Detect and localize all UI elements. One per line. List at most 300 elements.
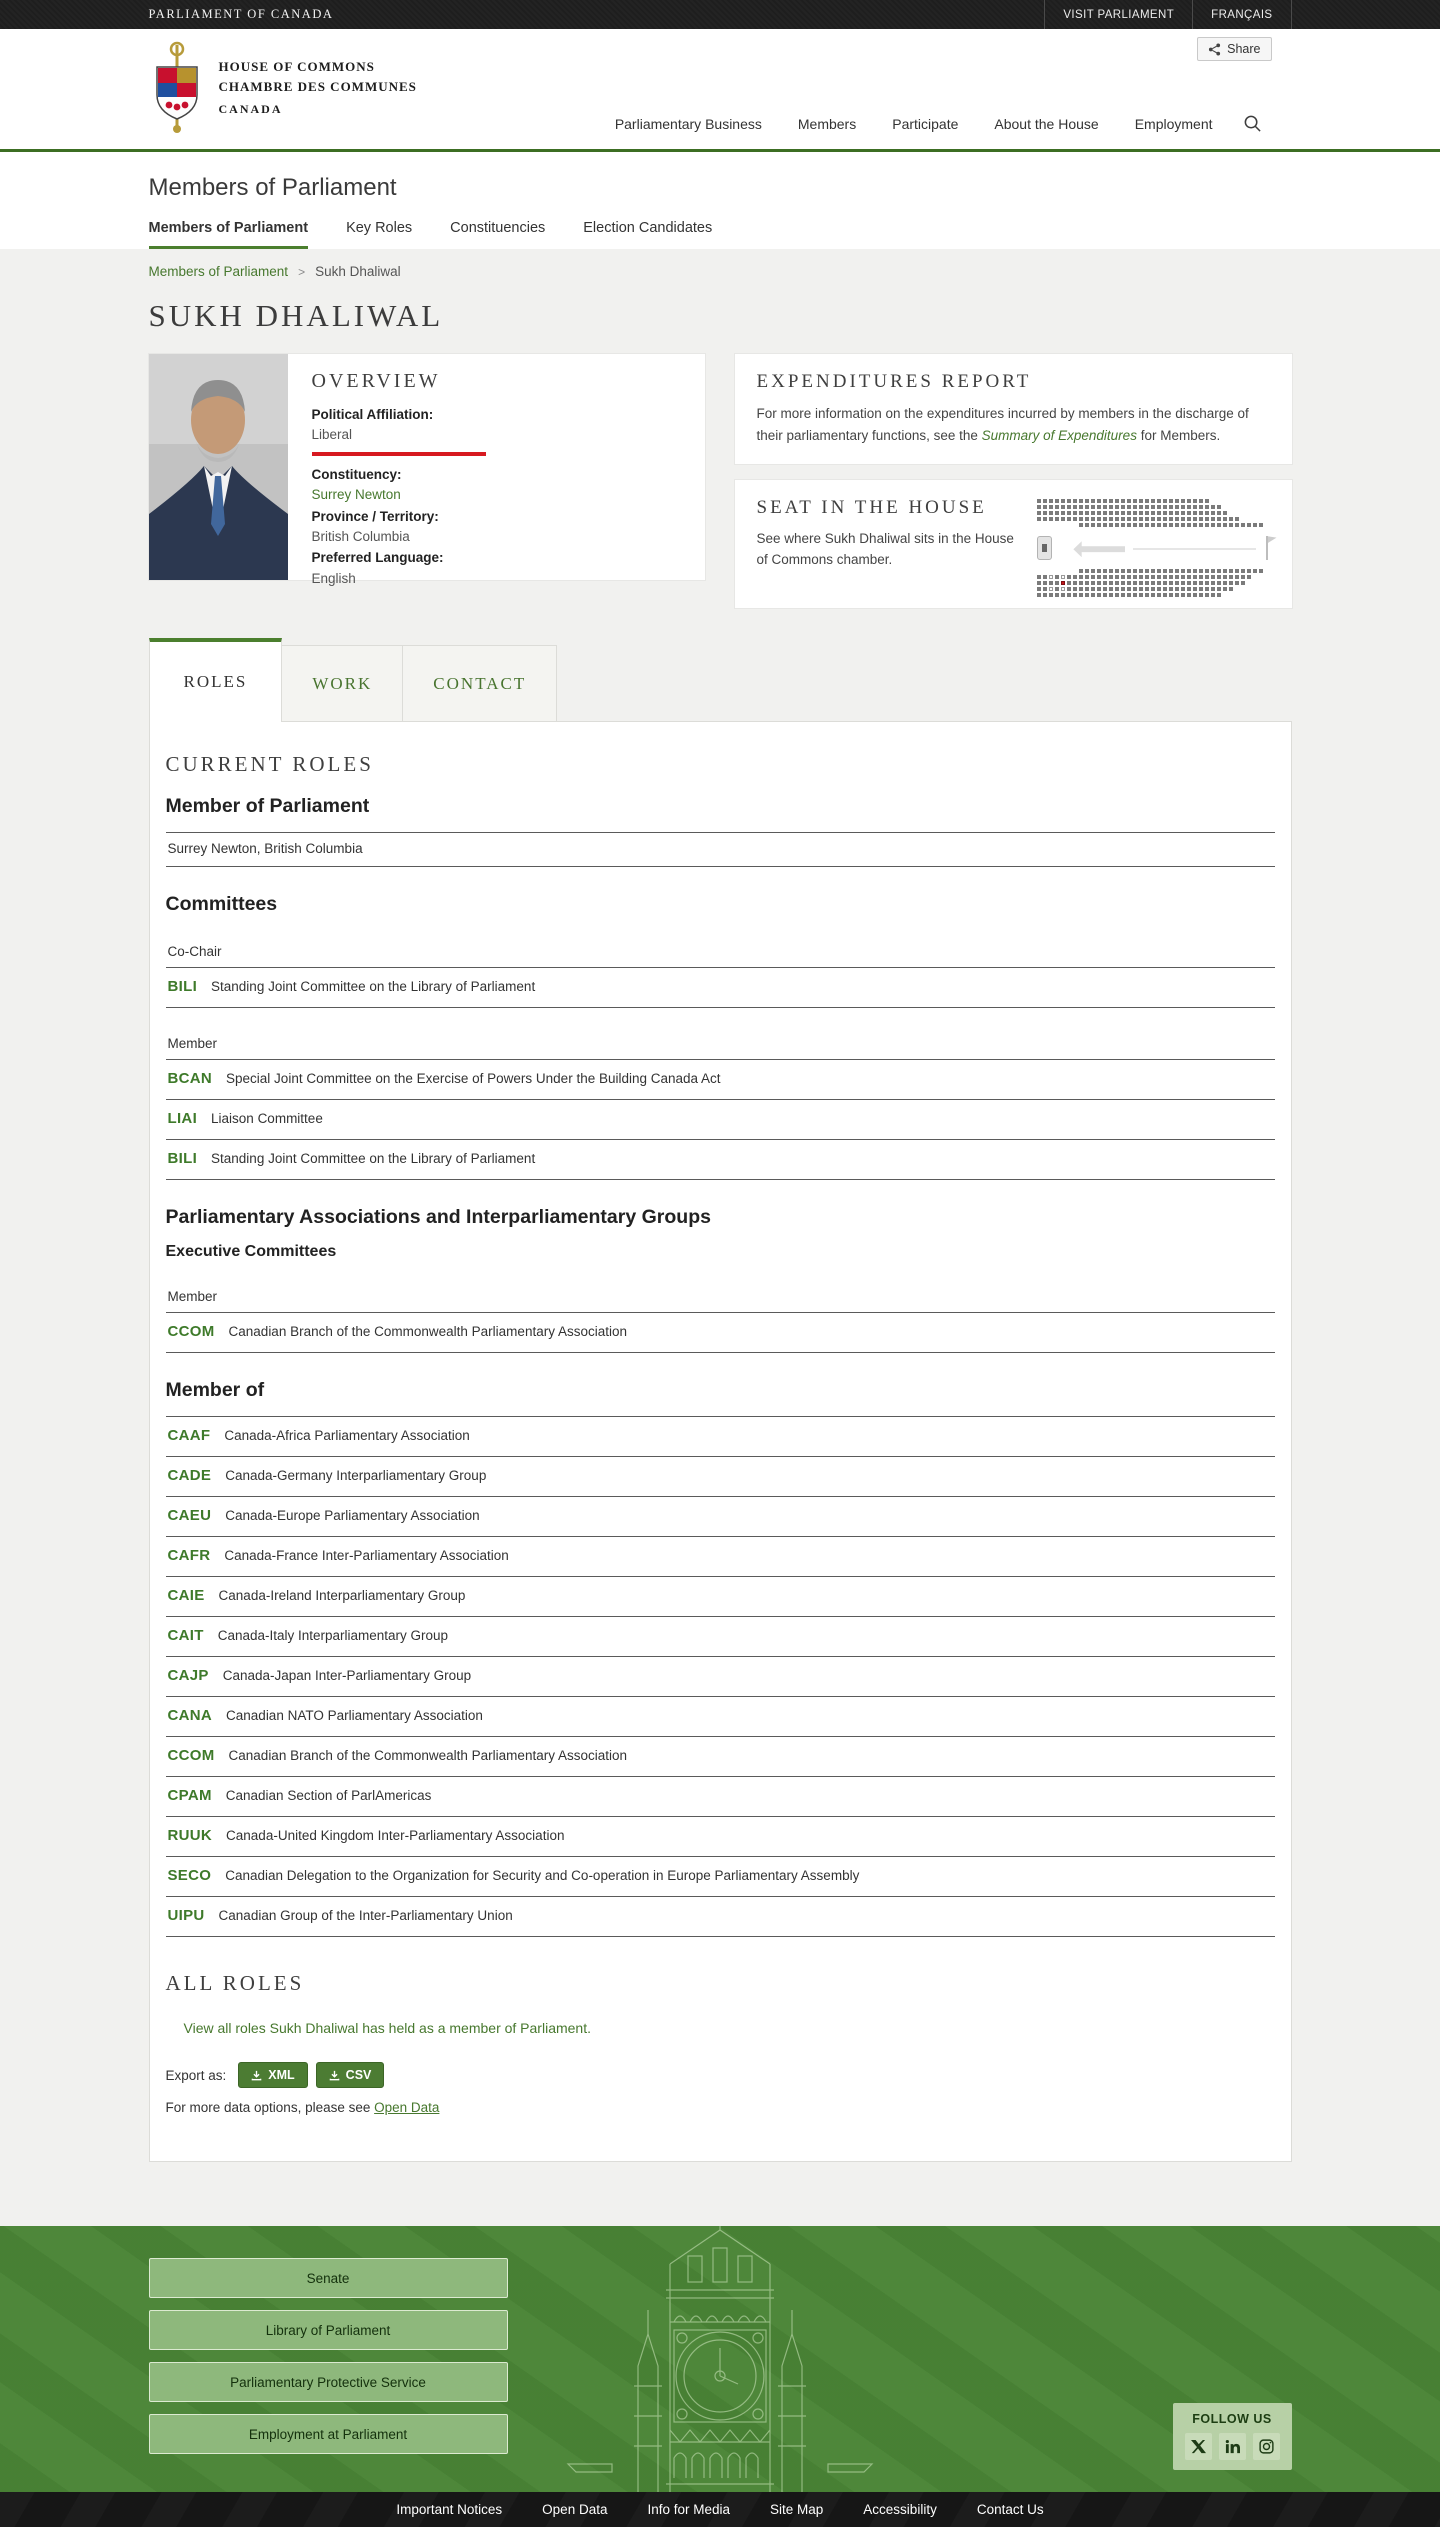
x-twitter-icon [1191, 2439, 1206, 2454]
role-code-link-seco[interactable]: SECO [167, 1867, 212, 1885]
role-code-link-ruuk[interactable]: RUUK [167, 1827, 213, 1845]
seat [1049, 581, 1053, 585]
seat [1193, 581, 1197, 585]
seat [1193, 517, 1197, 521]
member-portrait-photo [149, 354, 288, 580]
seat [1097, 517, 1101, 521]
role-row-liai [166, 1100, 1275, 1140]
seat [1091, 523, 1095, 527]
role-row-ccom [166, 1737, 1275, 1777]
seat [1157, 575, 1161, 579]
seat [1163, 575, 1167, 579]
mp-list [166, 832, 1275, 867]
roles-panel [149, 721, 1292, 2162]
role-label-member: Member [166, 1283, 1275, 1313]
liberal-party-color-bar [312, 452, 486, 456]
role-description: Canada-Europe Parliamentary Association [225, 1508, 480, 1524]
role-description: Canadian Delegation to the Organization for Security and Co-operation in Europe Parliamentary Assembly [225, 1868, 860, 1884]
seat [1127, 593, 1131, 597]
government-seats [1037, 569, 1269, 599]
role-row-cajp [166, 1657, 1275, 1697]
topbar-link-fran-ais[interactable]: FRANÇAIS [1192, 0, 1291, 29]
seat [1151, 581, 1155, 585]
role-code-link-cpam[interactable]: CPAM [167, 1787, 212, 1805]
footer-link-site-map[interactable]: Site Map [770, 2502, 824, 2518]
seat [1175, 593, 1179, 597]
footer-button-parliamentary-protective-service[interactable]: Parliamentary Protective Service [149, 2362, 508, 2402]
current-roles-heading: CURRENT ROLES [165, 752, 374, 777]
seat [1247, 523, 1251, 527]
linkedin-button[interactable] [1219, 2433, 1246, 2460]
role-description: Canadian Branch of the Commonwealth Parliamentary Association [228, 1324, 627, 1340]
seat [1127, 581, 1131, 585]
seat [1193, 505, 1197, 509]
role-description: Canada-Italy Interparliamentary Group [217, 1628, 449, 1644]
seat [1139, 581, 1143, 585]
seat [1121, 575, 1125, 579]
seat [1109, 511, 1113, 515]
seat [1097, 505, 1101, 509]
footer-link-important-notices[interactable]: Important Notices [396, 2502, 503, 2518]
field-label-political-affiliation: Political Affiliation: [311, 407, 434, 422]
summary-of-expenditures-link[interactable]: Summary of Expenditures [981, 427, 1137, 443]
field-value-constituency[interactable]: Surrey Newton [311, 487, 401, 503]
field-preferred-language [312, 548, 486, 588]
seat [1121, 505, 1125, 509]
seat [1055, 499, 1059, 503]
footer-button-senate[interactable]: Senate [149, 2258, 508, 2298]
seat [1223, 575, 1227, 579]
seat [1211, 511, 1215, 515]
role-code-link-cana[interactable]: CANA [167, 1707, 213, 1725]
house-of-commons-logo[interactable] [149, 41, 417, 135]
footer-button-library-of-parliament[interactable]: Library of Parliament [149, 2310, 508, 2350]
seat [1103, 593, 1107, 597]
member-of-heading: Member of [165, 1379, 265, 1402]
role-row-bcan [166, 1060, 1275, 1100]
seat [1121, 523, 1125, 527]
seat [1241, 575, 1245, 579]
seat [1205, 511, 1209, 515]
seat [1115, 569, 1119, 573]
seat [1055, 575, 1059, 579]
seat [1121, 593, 1125, 597]
mp-constituency-row: Surrey Newton, British Columbia [166, 833, 1275, 867]
footer-link-info-for-media[interactable]: Info for Media [647, 2502, 731, 2518]
seat [1205, 499, 1209, 503]
seat [1175, 569, 1179, 573]
seat [1151, 523, 1155, 527]
seat [1229, 581, 1233, 585]
seat [1235, 517, 1239, 521]
role-code-link-liai[interactable]: LIAI [167, 1110, 198, 1128]
share-button[interactable] [1197, 37, 1271, 61]
seat [1163, 499, 1167, 503]
seat [1055, 593, 1059, 597]
seat [1175, 517, 1179, 521]
seat [1139, 505, 1143, 509]
seat [1073, 499, 1077, 503]
seat [1229, 569, 1233, 573]
seat [1109, 575, 1113, 579]
seat [1133, 593, 1137, 597]
parliament-of-canada-brand: PARLIAMENT OF CANADA [148, 7, 334, 21]
seat [1217, 505, 1221, 509]
seat [1217, 517, 1221, 521]
seat [1091, 581, 1095, 585]
role-code-link-ccom[interactable]: CCOM [167, 1747, 215, 1765]
search-button[interactable] [1243, 114, 1262, 133]
seat [1097, 587, 1101, 591]
seat [1091, 575, 1095, 579]
role-code-link-cait[interactable]: CAIT [167, 1627, 204, 1645]
seat [1175, 575, 1179, 579]
role-code-link-uipu[interactable]: UIPU [167, 1907, 205, 1925]
nav-participate[interactable]: Participate [892, 115, 959, 132]
role-code-link-caeu[interactable]: CAEU [167, 1507, 212, 1525]
export-csv-button[interactable]: CSV [316, 2062, 385, 2088]
seat [1037, 517, 1041, 521]
seat [1133, 517, 1137, 521]
seat [1217, 569, 1221, 573]
tab-work[interactable]: WORK [281, 645, 403, 722]
footer-button-employment-at-parliament[interactable]: Employment at Parliament [149, 2414, 508, 2454]
clerk-table-icon [1073, 541, 1125, 557]
seat [1211, 505, 1215, 509]
seat [1091, 517, 1095, 521]
role-label-co-chair: Co-Chair [166, 938, 1275, 968]
seat [1223, 587, 1227, 591]
seat [1115, 523, 1119, 527]
seat [1145, 593, 1149, 597]
seat [1067, 581, 1071, 585]
seat [1085, 593, 1089, 597]
seat [1139, 575, 1143, 579]
seat [1097, 593, 1101, 597]
field-label-preferred-language: Preferred Language: [311, 550, 444, 566]
seat [1109, 523, 1113, 527]
field-constituency [312, 465, 486, 505]
tab-roles[interactable]: ROLES [149, 638, 283, 722]
seat [1067, 593, 1071, 597]
seat [1199, 587, 1203, 591]
seat [1049, 505, 1053, 509]
topbar-link-visit-parliament[interactable]: VISIT PARLIAMENT [1044, 0, 1192, 29]
seat [1205, 593, 1209, 597]
seat [1151, 575, 1155, 579]
seat [1163, 587, 1167, 591]
seat [1079, 581, 1083, 585]
section-header [0, 152, 1440, 249]
role-description: Special Joint Committee on the Exercise of Powers Under the Building Canada Act [226, 1071, 721, 1087]
field-value-political-affiliation: Liberal [311, 427, 353, 443]
seat [1043, 575, 1047, 579]
role-code-link-cajp[interactable]: CAJP [167, 1667, 209, 1685]
more-data-text: For more data options, please see [165, 2100, 375, 2116]
expenditures-card [735, 354, 1292, 464]
chamber-aisle [1037, 532, 1269, 566]
seat [1073, 505, 1077, 509]
subnav-members-of-parliament[interactable]: Members of Parliament [149, 220, 309, 249]
seat-row [1037, 593, 1269, 599]
export-xml-button[interactable]: XML [238, 2062, 307, 2088]
seat [1049, 517, 1053, 521]
footer-link-open-data[interactable]: Open Data [542, 2502, 608, 2518]
seat [1127, 505, 1131, 509]
seat [1037, 587, 1041, 591]
seat [1229, 523, 1233, 527]
seat [1139, 569, 1143, 573]
seat [1145, 517, 1149, 521]
seat [1103, 575, 1107, 579]
seat [1229, 517, 1233, 521]
seat [1103, 517, 1107, 521]
seat [1205, 581, 1209, 585]
seat [1151, 587, 1155, 591]
seat-map [1037, 499, 1269, 591]
seat [1115, 511, 1119, 515]
role-description: Canadian NATO Parliamentary Association [226, 1708, 483, 1724]
logo-line-0: HOUSE OF COMMONS [218, 59, 375, 75]
seat [1103, 581, 1107, 585]
seat [1217, 593, 1221, 597]
subnav-election-candidates[interactable]: Election Candidates [583, 220, 713, 236]
seat [1103, 499, 1107, 503]
breadcrumb-item-sukh-dhaliwal: Sukh Dhaliwal [315, 264, 401, 279]
vacant-seat [1049, 587, 1053, 591]
seat [1253, 569, 1257, 573]
role-code-link-caaf[interactable]: CAAF [167, 1427, 211, 1445]
seat [1121, 587, 1125, 591]
seat [1037, 511, 1041, 515]
role-code-link-cade[interactable]: CADE [167, 1467, 212, 1485]
seat [1037, 505, 1041, 509]
seat [1187, 569, 1191, 573]
role-description: Canada-Japan Inter-Parliamentary Group [222, 1668, 472, 1684]
seat [1115, 581, 1119, 585]
role-description: Liaison Committee [211, 1111, 323, 1127]
open-data-link[interactable]: Open Data [374, 2100, 440, 2116]
seat [1187, 511, 1191, 515]
role-description: Standing Joint Committee on the Library of Parliament [211, 979, 536, 995]
role-row-seco [166, 1857, 1275, 1897]
seat [1199, 593, 1203, 597]
footer-link-accessibility[interactable]: Accessibility [863, 2502, 937, 2518]
seat [1217, 511, 1221, 515]
subnav-key-roles[interactable]: Key Roles [346, 220, 413, 236]
role-label-member: Member [166, 1030, 1275, 1060]
seat [1223, 517, 1227, 521]
expenditures-text-after: for Members. [1136, 427, 1221, 443]
member-name-heading: SUKH DHALIWAL [148, 298, 444, 333]
seat [1235, 523, 1239, 527]
seat [1097, 575, 1101, 579]
masthead [0, 29, 1440, 152]
footer-link-contact-us[interactable]: Contact Us [976, 2502, 1044, 2518]
seat [1223, 569, 1227, 573]
seat [1109, 587, 1113, 591]
seat [1079, 499, 1083, 503]
seat [1235, 575, 1239, 579]
seat [1157, 499, 1161, 503]
nav-parliamentary-business[interactable]: Parliamentary Business [614, 115, 762, 132]
flag-icon [1266, 536, 1268, 560]
seat [1097, 499, 1101, 503]
seat [1145, 505, 1149, 509]
role-row-caie [166, 1577, 1275, 1617]
seat [1055, 517, 1059, 521]
seat [1037, 499, 1041, 503]
seat [1055, 505, 1059, 509]
seat [1097, 511, 1101, 515]
nav-members[interactable]: Members [797, 115, 857, 132]
seat [1181, 593, 1185, 597]
seat-text: See where Sukh Dhaliwal sits in the House of Commons chamber. [756, 531, 1014, 568]
seat [1211, 587, 1215, 591]
role-code-link-bcan[interactable]: BCAN [167, 1070, 213, 1088]
seat [1205, 587, 1209, 591]
seat [1169, 587, 1173, 591]
seat [1223, 523, 1227, 527]
tab-contact[interactable]: CONTACT [402, 645, 557, 722]
seat [1043, 499, 1047, 503]
seat [1073, 575, 1077, 579]
seat [1175, 587, 1179, 591]
seat [1061, 511, 1065, 515]
seat [1043, 593, 1047, 597]
role-code-link-cafr[interactable]: CAFR [167, 1547, 211, 1565]
seat [1217, 575, 1221, 579]
seat [1187, 499, 1191, 503]
seat [1163, 511, 1167, 515]
seat [1079, 593, 1083, 597]
x-button[interactable] [1185, 2433, 1212, 2460]
breadcrumb-item-members-of-parliament[interactable]: Members of Parliament [148, 264, 289, 279]
seat [1121, 517, 1125, 521]
seat [1043, 505, 1047, 509]
seat [1157, 517, 1161, 521]
field-label-constituency: Constituency: [311, 466, 402, 482]
view-all-roles-link[interactable]: View all roles Sukh Dhaliwal has held as a member of Parliament. [183, 2020, 591, 2037]
seat [1139, 523, 1143, 527]
seat [1079, 587, 1083, 591]
role-row-ccom [166, 1313, 1275, 1353]
seat [1043, 517, 1047, 521]
seat [1217, 523, 1221, 527]
seat [1091, 499, 1095, 503]
seat [1169, 569, 1173, 573]
more-data-line [166, 2100, 1275, 2115]
seat [1067, 505, 1071, 509]
seat [1223, 581, 1227, 585]
seat [1133, 523, 1137, 527]
seat [1103, 505, 1107, 509]
role-code-link-caie[interactable]: CAIE [167, 1587, 205, 1605]
seat-heading: SEAT IN THE HOUSE [756, 497, 987, 519]
logo-line-1: CHAMBRE DES COMMUNES [218, 79, 417, 95]
instagram-button[interactable] [1253, 2433, 1280, 2460]
overview-fields [312, 405, 486, 588]
seat [1247, 575, 1251, 579]
nav-about-the-house[interactable]: About the House [994, 115, 1099, 132]
seat [1061, 593, 1065, 597]
seat [1133, 569, 1137, 573]
follow-us-box [1173, 2403, 1292, 2470]
seat [1103, 511, 1107, 515]
seat [1073, 517, 1077, 521]
seat-row [1079, 523, 1269, 529]
seat [1193, 499, 1197, 503]
seat [1163, 569, 1167, 573]
role-code-link-bili[interactable]: BILI [167, 978, 198, 996]
seat [1085, 587, 1089, 591]
seat [1097, 581, 1101, 585]
seat [1157, 511, 1161, 515]
seat [1079, 575, 1083, 579]
role-row-cade [166, 1457, 1275, 1497]
seat [1169, 517, 1173, 521]
seat [1043, 511, 1047, 515]
share-icon [1208, 43, 1221, 56]
seat [1085, 517, 1089, 521]
logo-line-2: CANADA [218, 102, 283, 117]
seat [1079, 505, 1083, 509]
social-buttons [1185, 2433, 1280, 2460]
seat [1199, 505, 1203, 509]
seat [1157, 587, 1161, 591]
nav-employment[interactable]: Employment [1134, 115, 1213, 132]
main-content [0, 249, 1440, 2226]
footer [0, 2226, 1440, 2527]
seat [1109, 593, 1113, 597]
seat [1133, 499, 1137, 503]
seat [1151, 517, 1155, 521]
seat [1085, 581, 1089, 585]
seat [1133, 511, 1137, 515]
seat [1151, 593, 1155, 597]
seat [1205, 523, 1209, 527]
seat [1109, 581, 1113, 585]
seat [1193, 511, 1197, 515]
seat [1055, 587, 1059, 591]
section-subnav [149, 220, 1292, 249]
breadcrumb [149, 249, 1292, 292]
seat [1199, 581, 1203, 585]
share-label: Share [1227, 42, 1261, 56]
seat [1181, 587, 1185, 591]
field-province-territory [312, 507, 486, 547]
subnav-constituencies[interactable]: Constituencies [450, 220, 546, 236]
role-description: Canadian Group of the Inter-Parliamentary Union [218, 1908, 513, 1924]
seat [1097, 569, 1101, 573]
seat [1145, 569, 1149, 573]
seat [1163, 505, 1167, 509]
footer-green-band [0, 2226, 1440, 2492]
role-description: Canada-France Inter-Parliamentary Association [224, 1548, 509, 1564]
seat [1163, 517, 1167, 521]
role-code-link-ccom[interactable]: CCOM [167, 1323, 215, 1341]
seat [1109, 499, 1113, 503]
seat [1121, 511, 1125, 515]
seat [1205, 505, 1209, 509]
seat [1127, 511, 1131, 515]
role-code-link-bili[interactable]: BILI [167, 1150, 198, 1168]
seat [1085, 511, 1089, 515]
seat [1205, 517, 1209, 521]
seat [1157, 523, 1161, 527]
seat [1127, 569, 1131, 573]
seat [1241, 523, 1245, 527]
